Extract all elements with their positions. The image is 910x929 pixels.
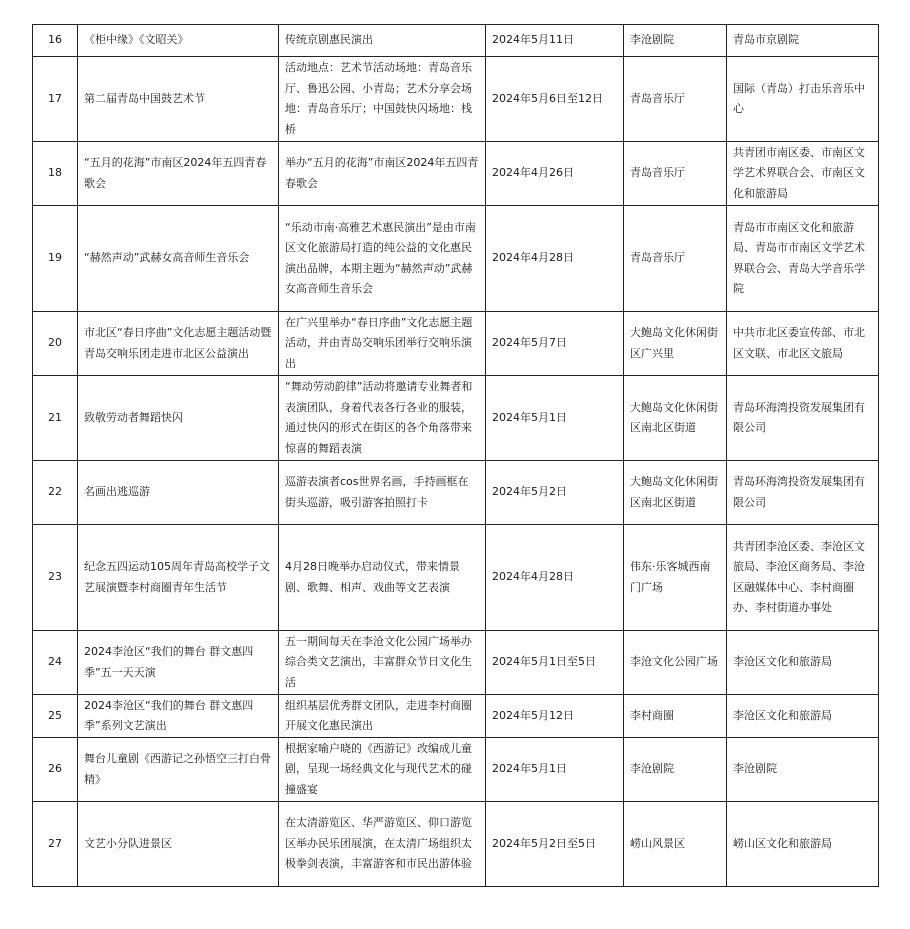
event-venue-cell: 李沧文化公园广场 [624, 631, 727, 695]
table-row [33, 142, 879, 206]
event-organizer-cell: 李沧区文化和旅游局 [727, 631, 879, 695]
event-organizer-cell: 青岛市京剧院 [727, 25, 879, 57]
event-organizer-cell: 青岛环海湾投资发展集团有限公司 [727, 376, 879, 461]
event-organizer-cell: 李沧区文化和旅游局 [727, 695, 879, 738]
table-row [33, 802, 879, 887]
row-number-cell: 16 [33, 25, 78, 57]
event-date-cell: 2024年5月1日 [486, 738, 624, 802]
row-number-cell: 20 [33, 312, 78, 376]
table-row [33, 738, 879, 802]
event-organizer-cell: 崂山区文化和旅游局 [727, 802, 879, 887]
event-date-cell: 2024年5月2日 [486, 461, 624, 525]
event-date-cell: 2024年5月11日 [486, 25, 624, 57]
event-organizer-cell: 青岛环海湾投资发展集团有限公司 [727, 461, 879, 525]
event-name-cell: 2024李沧区“我们的舞台 群文惠四季”五一天天演 [78, 631, 279, 695]
event-content-cell: “乐动市南·高雅艺术惠民演出”是由市南区文化旅游局打造的纯公益的文化惠民演出品牌，本期主题为“赫然声动”武赫女高音师生音乐会 [279, 206, 486, 312]
event-organizer-cell: 共青团李沧区委、李沧区文旅局、李沧区商务局、李沧区融媒体中心、李村商圈办、李村街道办事处 [727, 525, 879, 631]
row-number-cell: 21 [33, 376, 78, 461]
event-content-cell: 组织基层优秀群文团队，走进李村商圈开展文化惠民演出 [279, 695, 486, 738]
event-name-cell: 名画出逃巡游 [78, 461, 279, 525]
table-row [33, 376, 879, 461]
event-venue-cell: 大鲍岛文化休闲街区南北区街道 [624, 461, 727, 525]
event-content-cell: 在太清游览区、华严游览区、仰口游览区举办民乐团展演，在太清广场组织太极拳剑表演，丰富游客和市民出游体验 [279, 802, 486, 887]
event-venue-cell: 伟东·乐客城西南门广场 [624, 525, 727, 631]
table-row [33, 525, 879, 631]
event-venue-cell: 青岛音乐厅 [624, 57, 727, 142]
table-row [33, 461, 879, 525]
events-table [32, 24, 879, 887]
event-venue-cell: 李沧剧院 [624, 25, 727, 57]
event-name-cell: 纪念五四运动105周年青岛高校学子文艺展演暨李村商圈青年生活节 [78, 525, 279, 631]
event-organizer-cell: 国际（青岛）打击乐音乐中心 [727, 57, 879, 142]
event-venue-cell: 李沧剧院 [624, 738, 727, 802]
row-number-cell: 22 [33, 461, 78, 525]
event-name-cell: 致敬劳动者舞蹈快闪 [78, 376, 279, 461]
event-content-cell: 活动地点：艺术节活动场地：青岛音乐厅、鲁迅公园、小青岛；艺术分享会场地：青岛音乐厅；中国鼓快闪场地：栈桥 [279, 57, 486, 142]
event-content-cell: 4月28日晚举办启动仪式，带来情景剧、歌舞、相声、戏曲等文艺表演 [279, 525, 486, 631]
event-venue-cell: 青岛音乐厅 [624, 206, 727, 312]
row-number-cell: 25 [33, 695, 78, 738]
event-name-cell: “赫然声动”武赫女高音师生音乐会 [78, 206, 279, 312]
table-row [33, 25, 879, 57]
event-name-cell: 舞台儿童剧《西游记之孙悟空三打白骨精》 [78, 738, 279, 802]
event-date-cell: 2024年4月26日 [486, 142, 624, 206]
row-number-cell: 27 [33, 802, 78, 887]
row-number-cell: 24 [33, 631, 78, 695]
event-name-cell: 市北区“春日序曲”文化志愿主题活动暨青岛交响乐团走进市北区公益演出 [78, 312, 279, 376]
row-number-cell: 17 [33, 57, 78, 142]
event-content-cell: 根据家喻户晓的《西游记》改编成儿童剧，呈现一场经典文化与现代艺术的碰撞盛宴 [279, 738, 486, 802]
event-date-cell: 2024年5月1日 [486, 376, 624, 461]
event-organizer-cell: 中共市北区委宣传部、市北区文联、市北区文旅局 [727, 312, 879, 376]
event-date-cell: 2024年5月12日 [486, 695, 624, 738]
event-content-cell: 五一期间每天在李沧文化公园广场举办综合类文艺演出，丰富群众节日文化生活 [279, 631, 486, 695]
event-organizer-cell: 青岛市市南区文化和旅游局、青岛市市南区文学艺术界联合会、青岛大学音乐学院 [727, 206, 879, 312]
table-body [33, 25, 879, 887]
event-name-cell: 第二届青岛中国鼓艺术节 [78, 57, 279, 142]
event-organizer-cell: 李沧剧院 [727, 738, 879, 802]
event-name-cell: 文艺小分队进景区 [78, 802, 279, 887]
row-number-cell: 18 [33, 142, 78, 206]
event-date-cell: 2024年4月28日 [486, 206, 624, 312]
event-venue-cell: 青岛音乐厅 [624, 142, 727, 206]
table-row [33, 312, 879, 376]
event-name-cell: 《柜中缘》《文昭关》 [78, 25, 279, 57]
event-content-cell: 传统京剧惠民演出 [279, 25, 486, 57]
event-content-cell: 巡游表演者cos世界名画，手持画框在街头巡游，吸引游客拍照打卡 [279, 461, 486, 525]
row-number-cell: 19 [33, 206, 78, 312]
event-venue-cell: 大鲍岛文化休闲街区南北区街道 [624, 376, 727, 461]
event-organizer-cell: 共青团市南区委、市南区文学艺术界联合会、市南区文化和旅游局 [727, 142, 879, 206]
event-venue-cell: 崂山风景区 [624, 802, 727, 887]
event-date-cell: 2024年5月6日至12日 [486, 57, 624, 142]
table-row [33, 631, 879, 695]
event-date-cell: 2024年4月28日 [486, 525, 624, 631]
row-number-cell: 23 [33, 525, 78, 631]
event-venue-cell: 大鲍岛文化休闲街区广兴里 [624, 312, 727, 376]
event-venue-cell: 李村商圈 [624, 695, 727, 738]
event-date-cell: 2024年5月1日至5日 [486, 631, 624, 695]
row-number-cell: 26 [33, 738, 78, 802]
event-name-cell: 2024李沧区“我们的舞台 群文惠四季”系列文艺演出 [78, 695, 279, 738]
event-date-cell: 2024年5月7日 [486, 312, 624, 376]
event-date-cell: 2024年5月2日至5日 [486, 802, 624, 887]
event-content-cell: “舞动劳动韵律”活动将邀请专业舞者和表演团队，身着代表各行各业的服装，通过快闪的形式在街区的各个角落带来惊喜的舞蹈表演 [279, 376, 486, 461]
table-row [33, 206, 879, 312]
table-row [33, 695, 879, 738]
event-name-cell: “五月的花海”市南区2024年五四青春歌会 [78, 142, 279, 206]
table-row [33, 57, 879, 142]
event-content-cell: 在广兴里举办“春日序曲”文化志愿主题活动，并由青岛交响乐团举行交响乐演出 [279, 312, 486, 376]
event-content-cell: 举办“五月的花海”市南区2024年五四青春歌会 [279, 142, 486, 206]
